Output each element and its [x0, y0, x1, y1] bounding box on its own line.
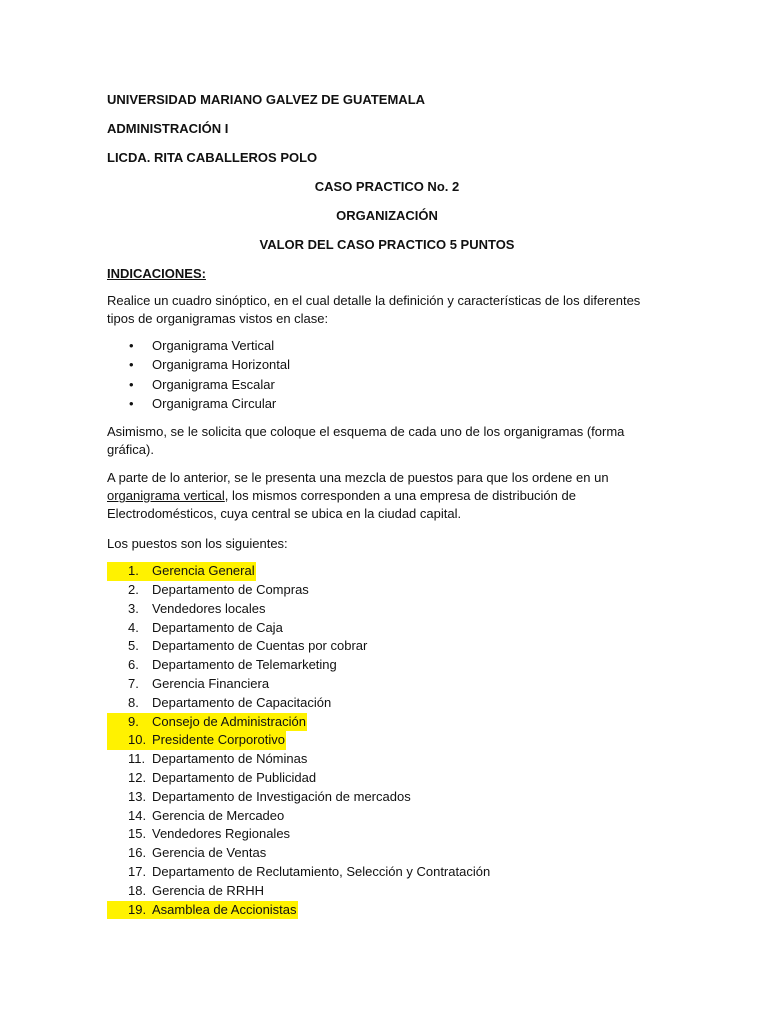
position-label: Gerencia General — [152, 563, 255, 579]
position-item — [107, 713, 667, 732]
position-item — [107, 901, 667, 920]
position-item — [107, 562, 667, 581]
position-label: Departamento de Publicidad — [152, 769, 317, 785]
organigram-type-label: Organigrama Circular — [152, 395, 277, 411]
position-label: Consejo de Administración — [152, 713, 306, 729]
university-name: UNIVERSIDAD MARIANO GALVEZ DE GUATEMALA — [107, 92, 426, 107]
position-label: Gerencia de Mercadeo — [152, 807, 285, 823]
part-paragraph — [107, 469, 667, 523]
position-number: 7. — [128, 675, 139, 691]
organigram-type-item — [107, 355, 667, 374]
position-item — [107, 844, 667, 863]
position-item — [107, 825, 667, 844]
position-item — [107, 637, 667, 656]
position-number: 8. — [128, 694, 139, 710]
position-item — [107, 694, 667, 713]
position-item — [107, 656, 667, 675]
position-number: 10. — [128, 732, 147, 748]
case-value: VALOR DEL CASO PRACTICO 5 PUNTOS — [259, 237, 515, 252]
position-item — [107, 769, 667, 788]
position-number: 18. — [128, 882, 147, 898]
position-label: Departamento de Investigación de mercados — [152, 788, 411, 804]
position-number: 9. — [128, 713, 139, 729]
positions-list — [107, 562, 667, 919]
bullet-icon: • — [129, 376, 134, 392]
position-label: Vendedores locales — [152, 600, 266, 616]
also-paragraph: Asimismo, se le solicita que coloque el esquema de cada uno de los organigramas (forma gráfica). — [107, 424, 625, 458]
organigram-type-label: Organigrama Vertical — [152, 338, 275, 353]
bullet-icon: • — [129, 357, 134, 373]
course-name: ADMINISTRACIÓN I — [107, 121, 229, 136]
organigram-type-label: Organigrama Horizontal — [152, 357, 291, 373]
position-number: 11. — [128, 751, 146, 767]
vertical-organigram-term: organigrama vertical — [107, 488, 225, 504]
organigram-type-label: Organigrama Escalar — [152, 376, 275, 392]
position-label: Departamento de Reclutamiento, Selección y Contratación — [152, 863, 491, 879]
indications-heading — [107, 266, 667, 282]
position-item — [107, 863, 667, 882]
case-title: CASO PRACTICO No. 2 — [314, 179, 460, 194]
position-item — [107, 600, 667, 619]
position-item — [107, 581, 667, 600]
position-item — [107, 882, 667, 901]
position-number: 13. — [128, 788, 147, 804]
part-text-b: , los mismos corresponden a una empresa de distribución de Electrodomésticos, cuya central se ubica en la ciudad capital. — [107, 488, 576, 522]
position-label: Departamento de Telemarketing — [152, 657, 337, 673]
organigram-type-item — [107, 375, 667, 394]
organigram-type-item — [107, 394, 667, 413]
position-number: 19. — [128, 901, 147, 917]
position-label: Departamento de Cuentas por cobrar — [152, 638, 368, 654]
position-number: 17. — [128, 863, 147, 879]
position-label: Departamento de Nóminas — [152, 751, 308, 767]
teacher-name: LICDA. RITA CABALLEROS POLO — [107, 150, 318, 165]
position-number: 14. — [128, 807, 147, 823]
position-label: Vendedores Regionales — [152, 826, 291, 842]
position-item — [107, 788, 667, 807]
part-text-a: A parte de lo anterior, se le presenta una mezcla de puestos para que los ordene en un — [107, 470, 609, 486]
position-label: Gerencia de Ventas — [152, 845, 267, 861]
position-number: 5. — [128, 638, 139, 654]
position-label: Presidente Corporotivo — [152, 732, 285, 748]
indications-title: INDICACIONES: — [107, 266, 206, 281]
organigram-types-list — [107, 336, 667, 413]
position-item — [107, 731, 667, 750]
position-number: 16. — [128, 845, 147, 861]
topic-title: ORGANIZACIÓN — [336, 208, 438, 223]
intro-paragraph: Realice un cuadro sinóptico, en el cual detalle la definición y características de los diferentes tipos de organigramas vistos en clase: — [107, 293, 641, 326]
position-label: Departamento de Caja — [152, 619, 283, 635]
position-label: Departamento de Capacitación — [152, 694, 332, 710]
position-number: 1. — [128, 563, 139, 579]
list-intro: Los puestos son los siguientes: — [107, 536, 288, 552]
bullet-icon: • — [129, 338, 134, 353]
position-number: 12. — [128, 769, 147, 785]
position-label: Gerencia Financiera — [152, 675, 270, 691]
document-body — [107, 92, 667, 919]
position-item — [107, 619, 667, 638]
position-number: 6. — [128, 657, 139, 673]
position-label: Gerencia de RRHH — [152, 882, 264, 898]
position-item — [107, 675, 667, 694]
position-item — [107, 807, 667, 826]
bullet-icon: • — [129, 395, 134, 411]
position-label: Asamblea de Accionistas — [152, 901, 297, 917]
position-number: 4. — [128, 619, 139, 635]
position-number: 3. — [128, 600, 139, 616]
position-number: 15. — [128, 826, 147, 842]
organigram-type-item — [107, 336, 667, 355]
position-item — [107, 750, 667, 769]
position-number: 2. — [128, 581, 139, 597]
position-label: Departamento de Compras — [152, 581, 309, 597]
